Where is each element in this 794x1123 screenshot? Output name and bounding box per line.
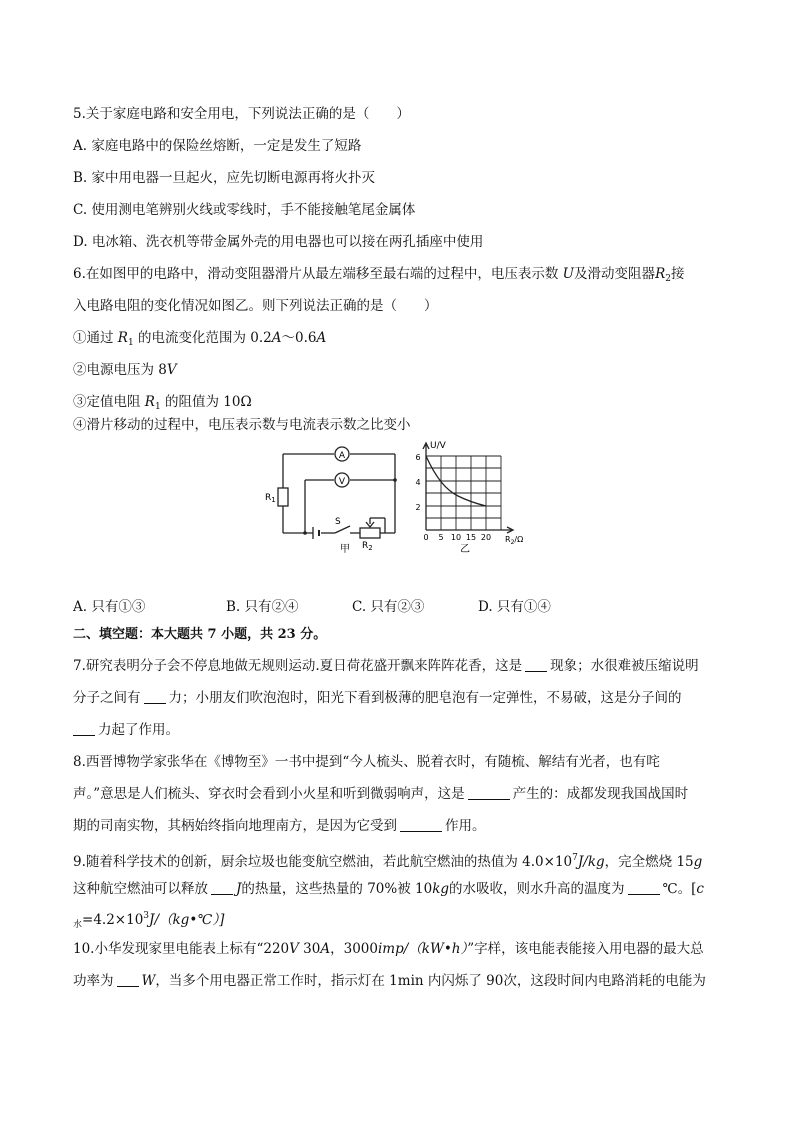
r2-label-sub: 2 xyxy=(368,544,373,552)
q9-l3-sub: 水 xyxy=(73,920,83,930)
q8-line3 xyxy=(73,817,486,835)
q5-option-d: D. 电冰箱、洗衣机等带金属外壳的用电器也可以接在两孔插座中使用 xyxy=(73,234,484,250)
junction-dot xyxy=(393,478,397,482)
q7-l2-text-b: 力；小朋友们吹泡泡时，阳光下看到极薄的肥皂泡有一定弹性，不易破，这是分子间的 xyxy=(168,690,682,706)
q6-stem-u: U xyxy=(562,266,575,282)
q8-blank-2[interactable] xyxy=(400,817,442,832)
s3-text-a: ③定值电阻 xyxy=(73,394,145,410)
q10-l2-w: W xyxy=(141,973,156,989)
q7-blank-1[interactable] xyxy=(525,657,547,672)
q6-option-a: A. 只有①③ xyxy=(73,599,146,615)
q8-l3-text-a: 期的司南实物，其柄始终指向地理南方，是因为它受到 xyxy=(73,818,397,834)
q6-option-b: B. 只有②④ xyxy=(226,599,299,615)
q10-l1-text-a: 10.小华发现家里电能表上标有“220 xyxy=(73,941,290,957)
q10-l2-text-b: ，当多个用电器正常工作时，指示灯在 1min 内闪烁了 90次，这段时间内电路消耗的电能为 xyxy=(155,973,706,989)
graph-ytick-2: 2 xyxy=(415,503,421,512)
s2-text: ②电源电压为 8 xyxy=(73,362,167,378)
r2-resistor xyxy=(360,528,380,538)
q8-blank-1[interactable] xyxy=(468,785,510,800)
q9-l2-c: c xyxy=(696,881,704,897)
s3-r-sub: 1 xyxy=(154,402,161,412)
q10-l1-a: A xyxy=(320,941,331,957)
q5-option-b: B. 家中用电器一旦起火，应先切断电源再将火扑灭 xyxy=(73,170,376,186)
graph-xtick-10: 10 xyxy=(450,533,462,542)
q8-line1: 8.西晋博物学家张华在《博物至》一书中提到“今人梳头、脱着衣时，有随梳、解结有光者，也有咤 xyxy=(73,754,660,770)
q5-option-a: A. 家庭电路中的保险丝熔断，一定是发生了短路 xyxy=(73,138,362,154)
q9-blank-1[interactable] xyxy=(211,880,233,895)
s3-r: R xyxy=(144,394,155,410)
q9-l1-text-b: ，完全燃烧 15 xyxy=(604,854,694,870)
section-heading-fill-blank: 二、填空题：本大题共 7 小题，共 23 分。 xyxy=(73,627,327,642)
q9-l2-text-b: 的热量，这些热量的 70%被 10 xyxy=(241,881,433,897)
graph-ytick-6: 6 xyxy=(415,453,421,462)
q8-l2-text-b: 产生的：成都发现我国战国时 xyxy=(512,786,689,802)
q10-l2-text-a: 功率为 xyxy=(73,973,114,989)
q9-l1-unit: J/kg xyxy=(577,854,605,870)
q9-l1-exp: 7 xyxy=(572,853,578,863)
q9-l3-text-a: =4.2×10 xyxy=(82,912,144,928)
q9-l2-kg: kg xyxy=(432,881,450,897)
q8-l3-text-b: 作用。 xyxy=(445,818,486,834)
graph-ytick-4: 4 xyxy=(415,478,421,487)
q7-l1-text-b: 现象；水很难被压缩说明 xyxy=(550,658,699,674)
q10-l1-text-c: ，3000 xyxy=(330,941,378,957)
s1-text-c: ～0.6 xyxy=(281,330,317,346)
q10-l1-v: V xyxy=(289,941,299,957)
q6-stem-r: R xyxy=(655,266,666,282)
switch-label: S xyxy=(335,517,341,527)
q8-l2-text-a: 声。”意思是人们梳头、穿衣时会看到小火星和听到微弱响声，这是 xyxy=(73,786,465,802)
q10-l1-imp: imp/（kW•h） xyxy=(377,941,468,957)
graph-ylabel: U/V xyxy=(430,441,446,451)
q9-l3-text-b: J/（kg•℃）] xyxy=(149,912,225,928)
switch-blade xyxy=(335,526,350,533)
s3-text-b: 的阻值为 10Ω xyxy=(160,394,252,410)
q7-line1 xyxy=(73,657,699,675)
q10-l1-text-b: 30 xyxy=(298,941,321,957)
s1-text-b: 的电流变化范围为 0.2 xyxy=(133,330,272,346)
q7-l3-text: 力起了作用。 xyxy=(98,722,179,738)
graph-xtick-5: 5 xyxy=(438,533,444,542)
graph-xtick-0: 0 xyxy=(423,533,429,542)
q7-line3 xyxy=(73,721,179,739)
q6-stem-r-sub: 2 xyxy=(665,274,671,284)
q6-figures xyxy=(0,438,794,598)
q9-l2-text-a: 这种航空燃油可以释放 xyxy=(73,881,208,897)
q6-stem-line2: 入电路电阻的变化情况如图乙。则下列说法正确的是（ ） xyxy=(73,298,438,314)
r1-resistor xyxy=(278,488,288,506)
q5-stem: 5.关于家庭电路和安全用电，下列说法正确的是（ ） xyxy=(73,106,410,122)
q9-line2 xyxy=(73,880,704,898)
q6-stem-line1 xyxy=(73,265,684,288)
q6-statement-1 xyxy=(73,329,326,352)
q9-line1 xyxy=(73,849,702,871)
graph-xlabel-sub: 2 xyxy=(510,539,515,546)
graph-xlabel xyxy=(505,535,523,546)
graph-xtick-15: 15 xyxy=(465,533,477,542)
q5-option-c: C. 使用测电笔辨别火线或零线时，手不能接触笔尾金属体 xyxy=(73,202,416,218)
s1-r-sub: 1 xyxy=(127,338,134,348)
r1-label xyxy=(265,493,276,504)
q10-blank-1[interactable] xyxy=(117,972,139,987)
q6-statement-4: ④滑片移动的过程中，电压表示数与电流表示数之比变小 xyxy=(73,417,411,433)
graph-xlabel-unit: /Ω xyxy=(514,535,524,544)
graph-grid xyxy=(426,456,501,530)
s1-text-a: ①通过 xyxy=(73,330,118,346)
q9-l2-text-d: ℃。[ xyxy=(662,881,697,897)
graph-caption: 乙 xyxy=(460,544,470,555)
q9-l3-exp: 3 xyxy=(143,911,150,921)
q9-l2-j: J xyxy=(236,881,242,897)
s2-unit-v: V xyxy=(166,362,177,378)
q6-option-d: D. 只有①④ xyxy=(478,599,551,615)
s1-r: R xyxy=(117,330,128,346)
q8-line2 xyxy=(73,785,688,803)
q6-stem-text-b: 及滑动变阻器 xyxy=(574,266,656,282)
q7-blank-3[interactable] xyxy=(73,721,95,736)
q6-statement-3 xyxy=(73,393,252,416)
r1-label-r: R xyxy=(265,493,272,503)
q7-blank-2[interactable] xyxy=(144,689,166,704)
s1-unit-a1: A xyxy=(271,330,282,346)
q7-line2 xyxy=(73,689,682,707)
q9-l1-g: g xyxy=(693,854,703,870)
q6-stem-text-a: 6.在如图甲的电路中，滑动变阻器滑片从最左端移至最右端的过程中，电压表示数 xyxy=(73,266,563,282)
q9-l2-text-c: 的水吸收，则水升高的温度为 xyxy=(449,881,625,897)
q9-line3 xyxy=(73,907,224,934)
q7-l2-text-a: 分子之间有 xyxy=(73,690,141,706)
r2-label xyxy=(362,541,373,552)
q6-statement-2 xyxy=(73,361,177,379)
s1-unit-a2: A xyxy=(316,330,327,346)
graph-xtick-20: 20 xyxy=(480,533,492,542)
junction-dot-2 xyxy=(303,531,307,535)
q9-l1-text-a: 9.随着科学技术的创新，厨余垃圾也能变航空燃油，若此航空燃油的热值为 4.0×10 xyxy=(73,854,573,870)
q6-stem-text-c: 接 xyxy=(670,266,685,282)
r2-label-r: R xyxy=(362,541,369,551)
q7-l1-text-a: 7.研究表明分子会不停息地做无规则运动.夏日荷花盛开飘来阵阵花香，这是 xyxy=(73,658,523,674)
r1-label-sub: 1 xyxy=(271,496,276,504)
q10-line2 xyxy=(73,972,706,990)
q9-blank-2[interactable] xyxy=(628,880,660,895)
q10-l1-text-d: ”字样，该电能表能接入用电器的最大总 xyxy=(467,941,704,957)
q6-option-c: C. 只有②③ xyxy=(352,599,425,615)
circuit-caption: 甲 xyxy=(340,544,350,555)
graph-xlabel-r: R xyxy=(505,535,511,544)
ammeter-label: A xyxy=(338,451,346,461)
q10-line1 xyxy=(73,940,704,958)
voltmeter-label: V xyxy=(338,477,346,487)
